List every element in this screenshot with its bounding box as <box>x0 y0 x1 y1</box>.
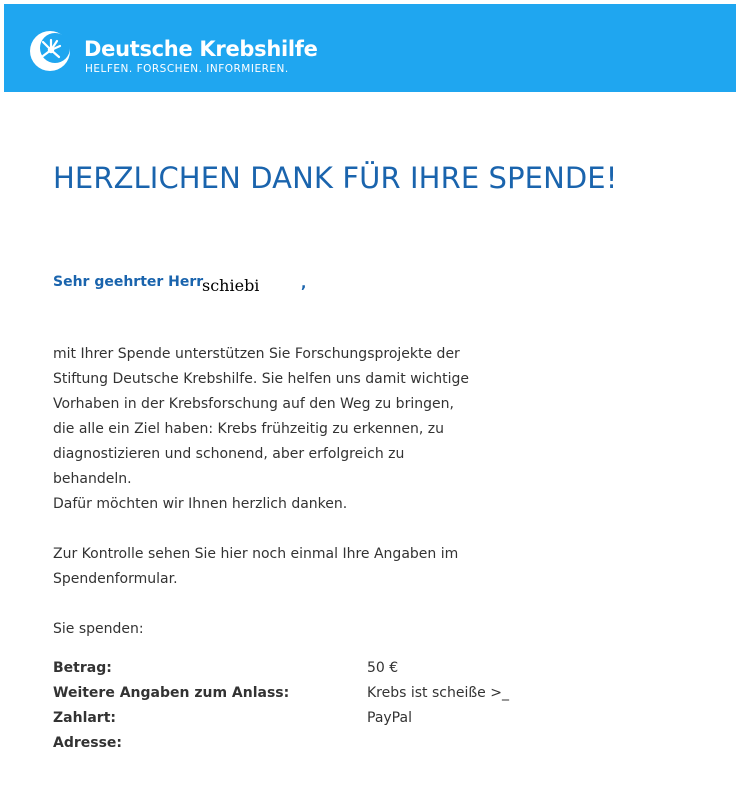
detail-label: Zahlart: <box>53 710 117 726</box>
salutation-label: Sehr geehrter Herr <box>53 274 204 290</box>
donor-name: schiebi <box>202 276 260 295</box>
control-paragraph <box>53 542 483 592</box>
header-banner <box>4 4 736 92</box>
detail-value: 50 € <box>367 660 399 676</box>
intro-line: behandeln. <box>53 471 132 487</box>
intro-line: Stiftung Deutsche Krebshilfe. Sie helfen uns damit wichtige <box>53 371 470 387</box>
detail-label: Weitere Angaben zum Anlass: <box>53 685 290 701</box>
krebshilfe-sun-logo-icon[interactable] <box>26 26 82 76</box>
detail-label: Betrag: <box>53 660 112 676</box>
control-line: Zur Kontrolle sehen Sie hier noch einmal Ihre Angaben im <box>53 546 459 562</box>
detail-value: PayPal <box>367 710 412 726</box>
intro-line: diagnostizieren und schonend, aber erfolgreich zu <box>53 446 405 462</box>
control-line: Spendenformular. <box>53 571 178 587</box>
detail-label: Adresse: <box>53 735 123 751</box>
page-title: HERZLICHEN DANK FÜR IHRE SPENDE! <box>53 161 618 195</box>
brand-name: Deutsche Krebshilfe <box>84 37 318 61</box>
brand-tagline: HELFEN. FORSCHEN. INFORMIEREN. <box>85 63 289 75</box>
intro-paragraph <box>53 342 483 517</box>
salutation-comma: , <box>301 276 307 292</box>
intro-line: mit Ihrer Spende unterstützen Sie Forschungsprojekte der <box>53 346 460 362</box>
intro-line: Dafür möchten wir Ihnen herzlich danken. <box>53 496 348 512</box>
you-donate-label: Sie spenden: <box>53 621 144 637</box>
intro-line: die alle ein Ziel haben: Krebs frühzeitig zu erkennen, zu <box>53 421 445 437</box>
detail-value: Krebs ist scheiße >_ <box>367 685 509 701</box>
intro-line: Vorhaben in der Krebsforschung auf den Weg zu bringen, <box>53 396 454 412</box>
